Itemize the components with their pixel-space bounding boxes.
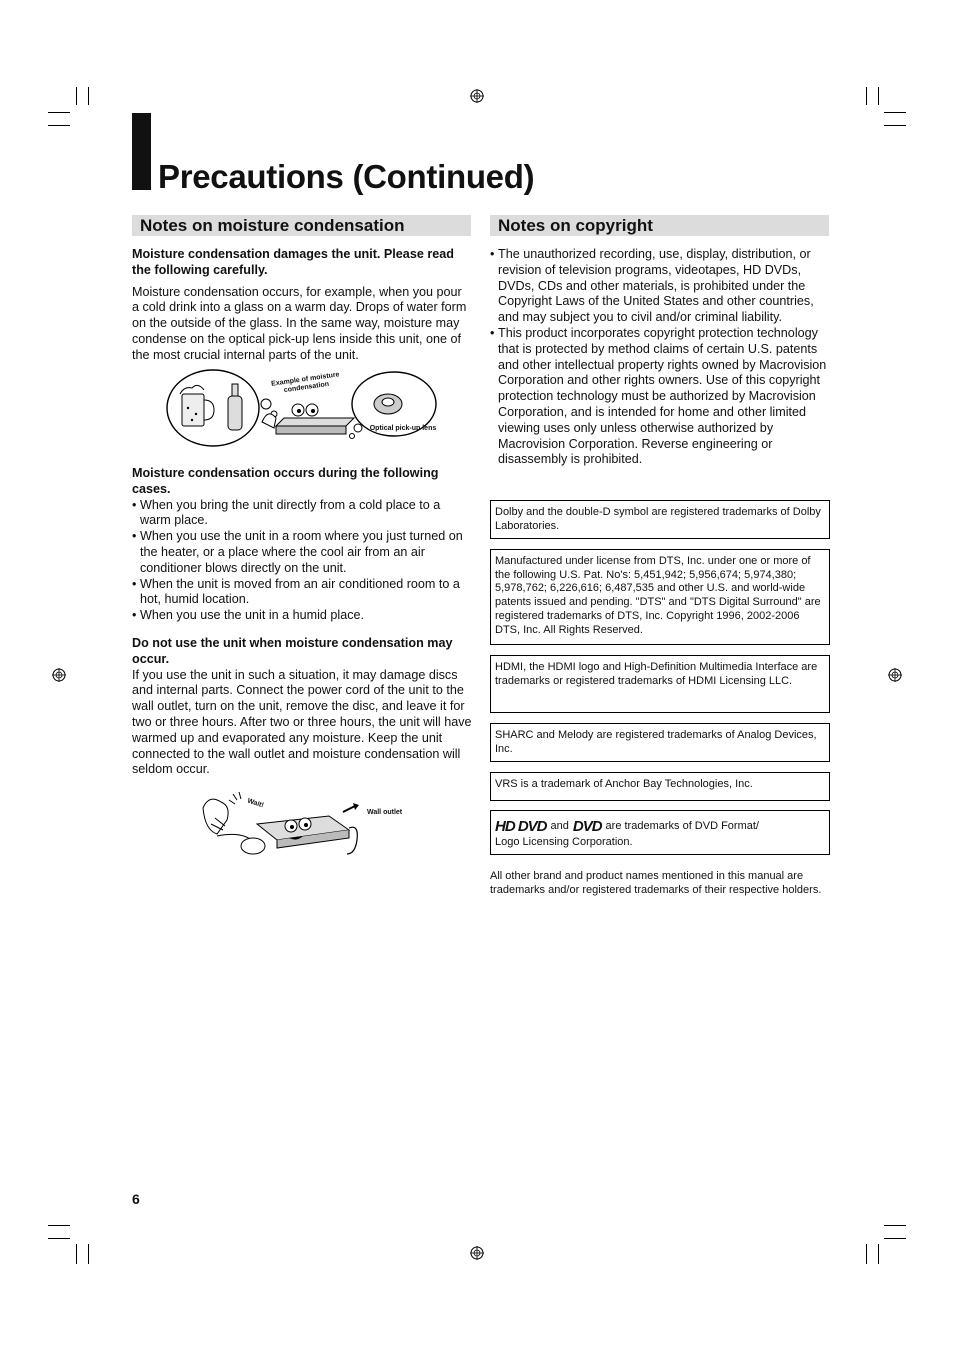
registration-mark-icon xyxy=(52,668,66,682)
cases-list xyxy=(132,498,472,624)
title-accent-bar xyxy=(132,113,151,190)
list-item: • When you use the unit in a humid place. xyxy=(132,608,472,624)
crop-mark xyxy=(88,87,89,105)
figure-label-example: Example of moisture condensation xyxy=(270,371,340,395)
hd-dvd-logo: HD DVD xyxy=(495,818,547,836)
crop-mark xyxy=(48,1238,70,1239)
crop-mark xyxy=(884,1238,906,1239)
figure-label-wait: Wait! xyxy=(246,797,265,810)
moisture-cases xyxy=(132,466,472,624)
dvd-and: and xyxy=(550,820,569,833)
crop-mark xyxy=(878,87,879,105)
figure-label-lens: Optical pick-up lens xyxy=(369,425,437,432)
list-item: • The unauthorized recording, use, display, distribution, or revision of television programs, videotapes, HD DVDs, DVDs, CDs and other materials, is prohibited under the Copyright Laws of the United States and other countries, and may subject you to civil and/or criminal liability. xyxy=(490,247,830,326)
crop-mark xyxy=(878,1244,879,1264)
dvd-text-a: are trademarks of DVD Format/ xyxy=(605,820,759,833)
trademark-box-hdmi: HDMI, the HDMI logo and High-Definition Multimedia Interface are trademarks or registered trademarks of HDMI Licensing LLC. xyxy=(490,655,830,713)
trademark-box-vrs: VRS is a trademark of Anchor Bay Technologies, Inc. xyxy=(490,772,830,801)
moisture-intro-text: Moisture condensation occurs, for example, when you pour a cold drink into a glass on a warm day. Drops of water form on the outside of the glass. In the same way, moisture may condense on the optical pick-up lens inside this unit, one of the most crucial internal parts of the unit. xyxy=(132,284,467,362)
list-item: • When you use the unit in a room where you just turned on the heater, or a place where the cool air from an air conditioner blows directly on the unit. xyxy=(132,529,472,576)
list-item: • When you bring the unit directly from a cold place to a warm place. xyxy=(132,498,472,530)
page-title: Precautions (Continued) xyxy=(158,158,535,195)
crop-mark xyxy=(884,1225,906,1226)
dvd-text-b: Logo Licensing Corporation. xyxy=(495,836,633,848)
dvd-logo-row xyxy=(495,818,825,836)
cases-heading: Moisture condensation occurs during the following cases. xyxy=(132,466,439,496)
copyright-heading: Notes on copyright xyxy=(490,215,829,236)
registration-mark-icon xyxy=(888,668,902,682)
page-number: 6 xyxy=(132,1191,140,1207)
moisture-condensation-illustration xyxy=(166,368,440,448)
crop-mark xyxy=(884,125,906,126)
donot-text: If you use the unit in such a situation, it may damage discs and internal parts. Connect the power cord of the unit to the wall outlet, turn on the unit, remove the disc, and leave it for two or three hours. After two or three hours, the unit will have warmed up and evaporated any moisture. Keep the unit connected to the wall outlet and moisture condensation will seldom occur. xyxy=(132,667,472,777)
moisture-donot xyxy=(132,636,472,778)
trademark-box-dolby: Dolby and the double-D symbol are registered trademarks of Dolby Laboratories. xyxy=(490,500,830,539)
moisture-intro-bold: Moisture condensation damages the unit. Please read the following carefully. xyxy=(132,247,454,277)
crop-mark xyxy=(48,112,70,113)
crop-mark xyxy=(88,1244,89,1264)
other-trademarks: All other brand and product names mentioned in this manual are trademarks and/or registered trademarks of their respective holders. xyxy=(490,870,822,896)
list-item: • When the unit is moved from an air conditioned room to a hot, humid location. xyxy=(132,577,472,609)
moisture-intro xyxy=(132,247,472,364)
list-item: • This product incorporates copyright protection technology that is protected by method claims of certain U.S. patents and other intellectual property rights owned by Macrovision Corporation and other rights owners. Use of this copyright protection technology must be authorized by Macrovision Corporation, and is intended for home and other limited viewing uses only unless otherwise authorized by Macrovision Corporation. Reverse engineering or disassembly is prohibited. xyxy=(490,326,830,468)
crop-mark xyxy=(866,87,867,105)
trademark-box-sharc: SHARC and Melody are registered trademarks of Analog Devices, Inc. xyxy=(490,723,830,762)
registration-mark-icon xyxy=(470,1246,484,1260)
registration-mark-icon xyxy=(470,89,484,103)
moisture-heading: Notes on moisture condensation xyxy=(132,215,471,236)
crop-mark xyxy=(48,125,70,126)
dvd-logo: DVD xyxy=(572,818,602,836)
wait-illustration-icon xyxy=(193,788,413,864)
copyright-notes xyxy=(490,247,830,468)
wall-outlet-illustration xyxy=(193,788,413,864)
crop-mark xyxy=(48,1225,70,1226)
trademark-box-dts: Manufactured under license from DTS, Inc. under one or more of the following U.S. Pat. No's: 5,451,942; 5,956,674; 5,974,380; 5,978,762; 6,226,616; 6,487,535 and other U.S. and world-wide patents issued and pending. "DTS" and "DTS Digital Surround" are registered trademarks of DTS, Inc. Copyright 1996, 2002-2006 DTS, Inc. All Rights Reserved. xyxy=(490,549,830,645)
crop-mark xyxy=(76,1244,77,1264)
figure-label-outlet: Wall outlet xyxy=(367,809,403,816)
crop-mark xyxy=(866,1244,867,1264)
crop-mark xyxy=(884,112,906,113)
donot-heading: Do not use the unit when moisture condensation may occur. xyxy=(132,636,453,666)
copyright-list xyxy=(490,247,830,468)
crop-mark xyxy=(76,87,77,105)
trademark-box-dvd xyxy=(490,810,830,855)
